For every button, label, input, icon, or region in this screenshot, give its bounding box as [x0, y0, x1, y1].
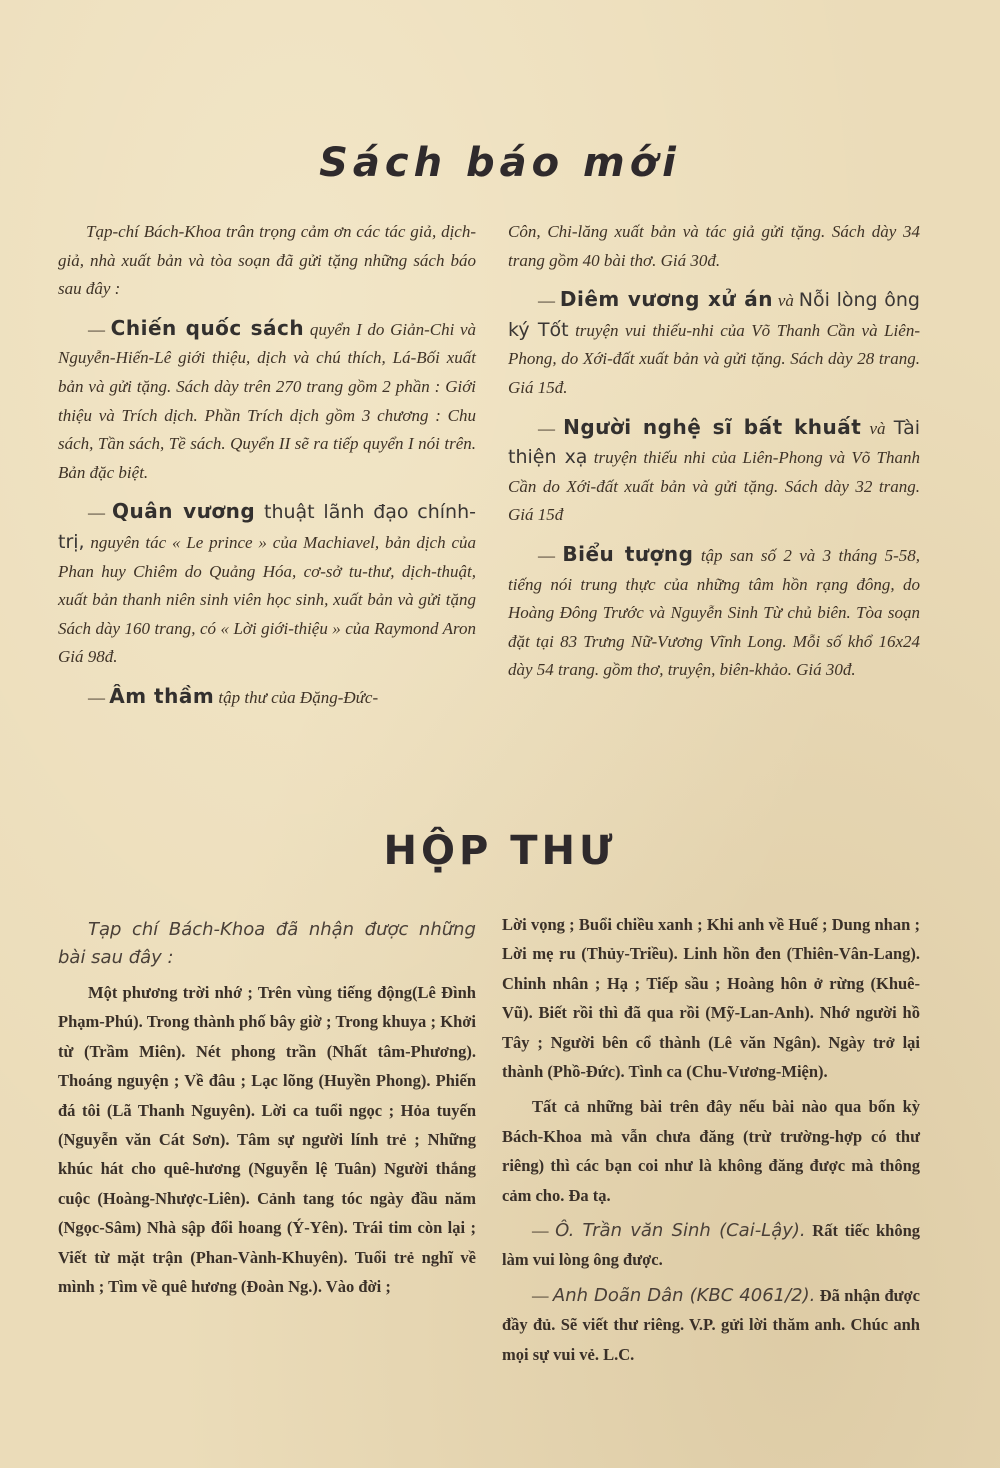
received-list-continued: Lời vọng ; Buổi chiều xanh ; Khi anh về Huế ; Dung nhan ; Lời mẹ ru (Thủy-Triều). Linh hồn đen (Thiên-Vân-Lang). Chinh nhân ; Hạ ; Tiếp sầu ; Hoàng hôn ở rừng (Khuê-Vũ). Biết rồi thì đã qua rồi (Mỹ-Lan-Anh). Nhớ người hồ Tây ; Người bên cổ thành (Lê văn Ngân). Ngày trở lại thành (Phồ-Đức). Tình ca (Chu-Vương-Miện).: [502, 915, 920, 1082]
book-description: truyện vui thiếu-nhi của Võ Thanh Cần và Liên-Phong, do Xới-đất xuất bản và gửi tặng. Sách dày 28 trang. Giá 15đ.: [508, 320, 920, 397]
mailbox-title: HỘP THƯ: [383, 828, 617, 874]
book-title: Chiến quốc sách: [110, 315, 305, 340]
book-entry: — Diêm vương xử án và Nỗi lòng ông ký Tốt truyện vui thiếu-nhi của Võ Thanh Cần và Liên-Phong, do Xới-đất xuất bản và gửi tặng. Sách dày 28 trang. Giá 15đ.: [508, 287, 920, 397]
new-books-column-right: [508, 218, 920, 695]
mailbox-intro: Tạp chí Bách-Khoa đã nhận được những bài sau đây :: [58, 919, 476, 968]
mailbox-column-left: [58, 916, 476, 1307]
book-description: nguyên tác « Le prince » của Machiavel, bản dịch của Phan huy Chiêm do Quảng Hóa, cơ-sở tu-thư, dịch-thuật, xuất bản thanh niên sinh viên học sinh, xuất bản và gửi tặng Sách dày 160 trang, có « Lời giới-thiệu » của Raymond Aron Giá 98đ.: [58, 532, 476, 667]
book-entry-continued: Côn, Chi-lăng xuất bản và tác giả gửi tặng. Sách dày 34 trang gồm 40 bài thơ. Giá 30đ.: [508, 222, 920, 270]
new-books-intro: Tạp-chí Bách-Khoa trân trọng cảm ơn các tác giả, dịch-giả, nhà xuất bản và tòa soạn đã gửi tặng những sách báo sau đây :: [58, 222, 476, 299]
book-entry: — Chiến quốc sách quyển I do Giản-Chi và Nguyễn-Hiến-Lê giới thiệu, dịch và chú thích, Lá-Bối xuất bản và gửi tặng. Sách dày trên 270 trang gồm 2 phần : Giới thiệu và Trích dịch. Phần Trích dịch gồm 3 chương : Chu sách, Tần sách, Tề sách. Quyển II sẽ ra tiếp quyển I nói trên. Bản đặc biệt.: [58, 315, 476, 482]
reply-recipient: Ô. Trần văn Sinh (Cai-Lậy).: [555, 1220, 806, 1242]
new-books-column-left: [58, 218, 476, 723]
book-subtitle: thuật lãnh đạo chính-trị,: [58, 501, 476, 553]
book-title: Diêm vương xử án: [559, 287, 773, 312]
received-list: Một phương trời nhớ ; Trên vùng tiếng động(Lê Đình Phạm-Phú). Trong thành phố bây giờ ; Trong khuya ; Khởi từ (Trầm Miên). Nét phong trần (Nhất tâm-Phương). Thoáng nguyện ; Về đâu ; Lạc lõng (Huyền Phong). Phiến đá tôi (Lã Thanh Nguyên). Lời ca tuổi ngọc ; Hỏa tuyến (Nguyễn văn Cát Sơn). Tâm sự người lính trẻ ; Những khúc hát cho quê-hương (Nguyễn lệ Tuân) Người thắng cuộc (Hoàng-Nhược-Liên). Cảnh tang tóc ngày đầu năm (Ngọc-Sâm) Nhà sập đổi hoang (Ý-Yên). Trái tim còn lại ; Viết từ mặt trận (Phan-Vành-Khuyên). Tuổi trẻ nghĩ về mình ; Tìm về quê hương (Đoàn Ng.). Vào đời ;: [58, 983, 476, 1297]
book-entry: — Âm thầm tập thư của Đặng-Đức-: [88, 683, 379, 708]
book-title-second: Nỗi lòng ông ký Tốt: [508, 289, 920, 341]
book-description: truyện thiếu nhi của Liên-Phong và Võ Thanh Cần do Xới-đất xuất bản và gửi tặng. Sách dày 32 trang. Giá 15đ: [508, 448, 920, 525]
reply-text: Đã nhận được đầy đủ. Sẽ viết thư riêng. V.P. gửi lời thăm anh. Chúc anh mọi sự vui vẻ. L.C.: [502, 1285, 921, 1364]
mailbox-notice: Tất cả những bài trên đây nếu bài nào qua bốn kỳ Bách-Khoa mà vẫn chưa đăng (trừ trường-hợp có thư riêng) thì các bạn coi như là không đăng được mà thông cảm cho. Đa tạ.: [502, 1097, 920, 1205]
book-description: quyển I do Giản-Chi và Nguyễn-Hiến-Lê giới thiệu, dịch và chú thích, Lá-Bối xuất bản và gửi tặng. Sách dày trên 270 trang gồm 2 phần : Giới thiệu và Trích dịch. Phần Trích dịch gồm 3 chương : Chu sách, Tần sách, Tề sách. Quyển II sẽ ra tiếp quyển I nói trên. Bản đặc biệt.: [58, 319, 476, 482]
book-description: tập thư của Đặng-Đức-: [214, 687, 379, 707]
reply-entry: — Anh Doãn Dân (KBC 4061/2). Đã nhận được đầy đủ. Sẽ viết thư riêng. V.P. gửi lời thăm anh. Chúc anh mọi sự vui vẻ. L.C.: [502, 1284, 921, 1364]
book-entry: — Quân vương thuật lãnh đạo chính-trị, nguyên tác « Le prince » của Machiavel, bản dịch của Phan huy Chiêm do Quảng Hóa, cơ-sở tu-thư, dịch-thuật, xuất bản thanh niên sinh viên học sinh, xuất bản và gửi tặng Sách dày 160 trang, có « Lời giới-thiệu » của Raymond Aron Giá 98đ.: [58, 499, 476, 667]
new-books-title: Sách báo mới: [319, 140, 681, 186]
book-title-second: Tài thiện xạ: [508, 416, 920, 469]
reply-text: Rất tiếc không làm vui lòng ông được.: [502, 1221, 921, 1270]
book-description: tập san số 2 và 3 tháng 5-58, tiếng nói trung thực của những tâm hồn rạng đông, do Hoàng Đông Trước và Nguyễn Sinh Từ chủ biên. Tòa soạn đặt tại 83 Trưng Nữ-Vương Vĩnh Long. Mỗi số khổ 16x24 dày 54 trang. gồm thơ, truyện, biên-khảo. Giá 30đ.: [508, 545, 920, 680]
book-entry: — Người nghệ sĩ bất khuất và Tài thiện xạ truyện thiếu nhi của Liên-Phong và Võ Thanh Cần do Xới-đất xuất bản và gửi tặng. Sách dày 32 trang. Giá 15đ: [508, 414, 920, 525]
book-entry: — Biểu tượng tập san số 2 và 3 tháng 5-58, tiếng nói trung thực của những tâm hồn rạng đông, do Hoàng Đông Trước và Nguyễn Sinh Từ chủ biên. Tòa soạn đặt tại 83 Trưng Nữ-Vương Vĩnh Long. Mỗi số khổ 16x24 dày 54 trang. gồm thơ, truyện, biên-khảo. Giá 30đ.: [508, 541, 920, 680]
book-title: Người nghệ sĩ bất khuất: [563, 414, 862, 439]
book-title: Biểu tượng: [562, 541, 694, 566]
book-title: Quân vương: [111, 499, 256, 524]
mailbox-column-right: [502, 910, 920, 1375]
book-title: Âm thầm: [109, 683, 215, 708]
reply-recipient: Anh Doãn Dân (KBC 4061/2).: [552, 1284, 816, 1306]
reply-entry: — Ô. Trần văn Sinh (Cai-Lậy). Rất tiếc không làm vui lòng ông được.: [502, 1220, 921, 1270]
